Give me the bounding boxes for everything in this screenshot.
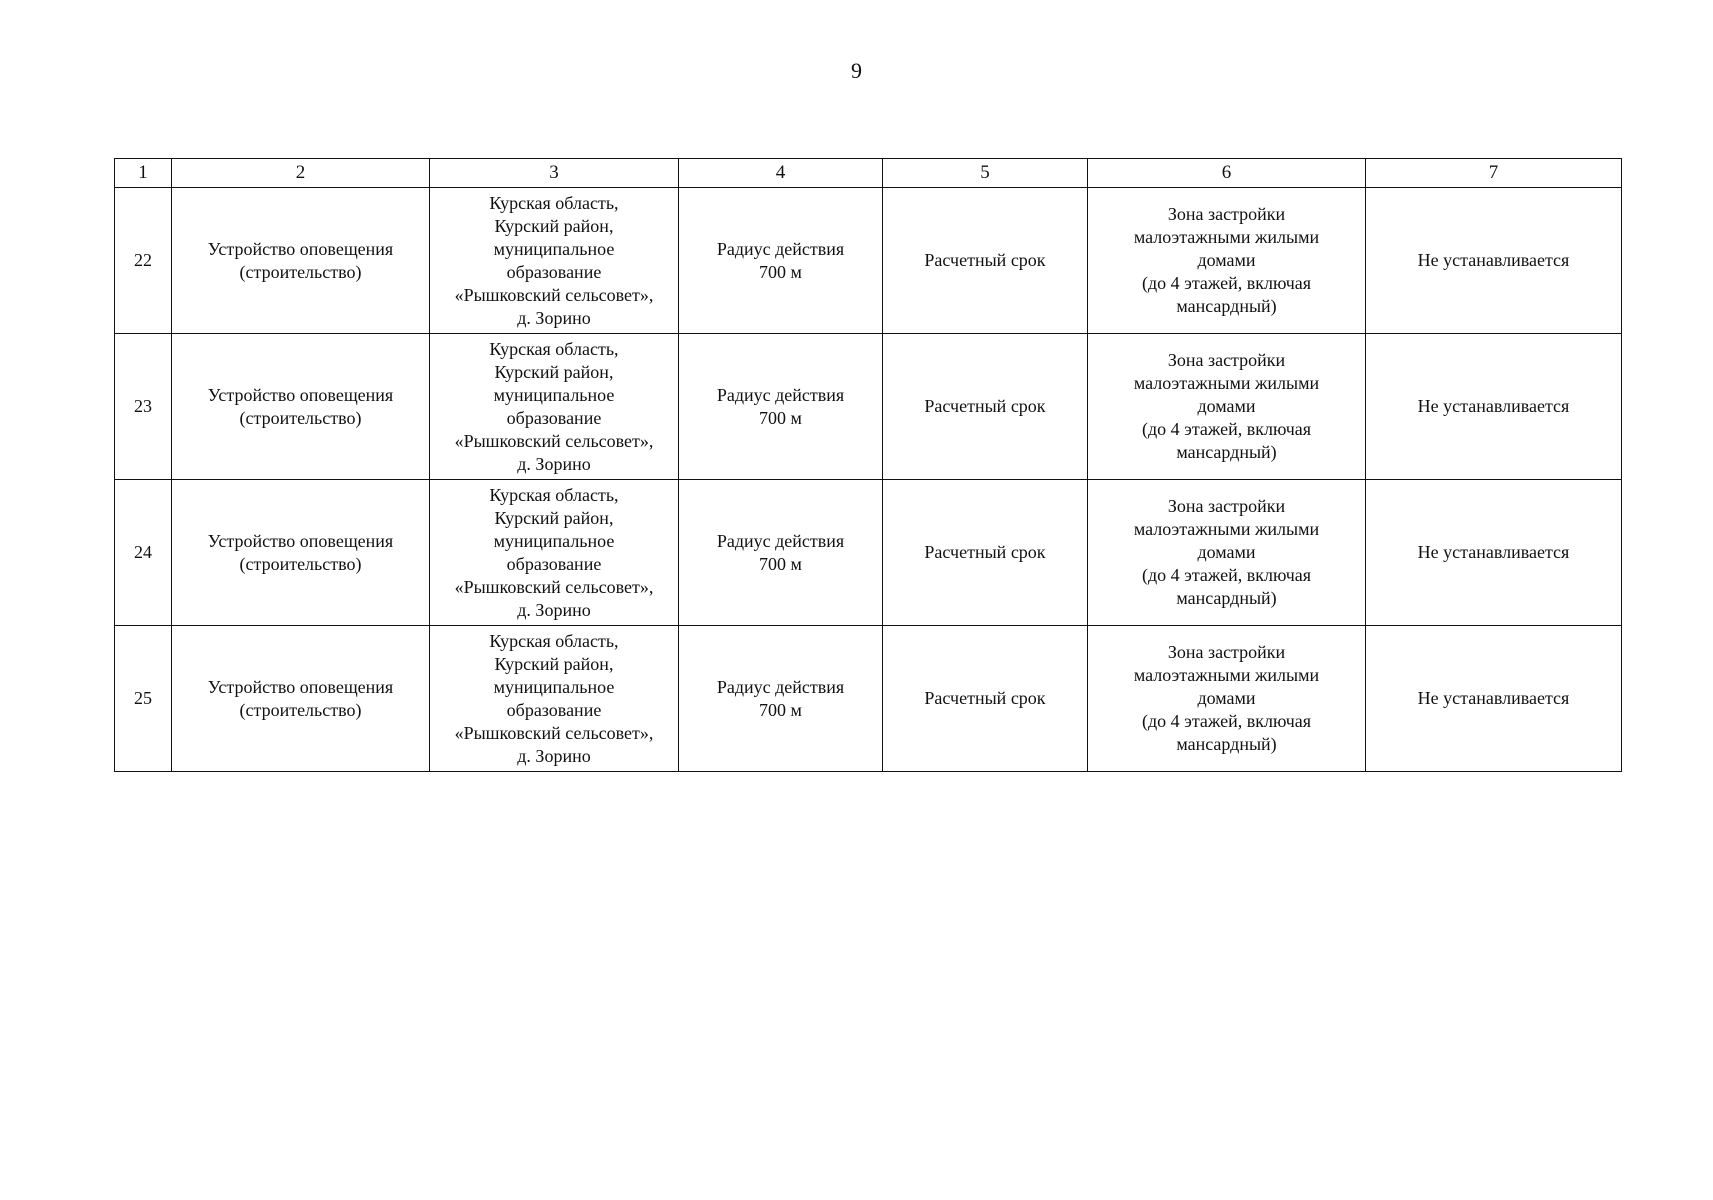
term-cell: Расчетный срок <box>883 480 1088 626</box>
object-line: (строительство) <box>239 261 362 282</box>
column-header: 4 <box>679 159 883 188</box>
column-header: 5 <box>883 159 1088 188</box>
location-cell <box>430 480 679 626</box>
column-header: 2 <box>172 159 430 188</box>
location-cell <box>430 626 679 772</box>
location-line: муниципальное <box>493 238 615 259</box>
location-line: Курский район, <box>494 653 614 674</box>
column-header: 1 <box>115 159 172 188</box>
location-line: Курский район, <box>494 507 614 528</box>
zone-line: мансардный) <box>1176 734 1277 754</box>
column-header: 6 <box>1088 159 1366 188</box>
location-line: Курский район, <box>494 215 614 236</box>
object-line: Устройство оповещения <box>207 530 394 551</box>
table-row <box>115 480 1622 626</box>
object-line: Устройство оповещения <box>207 676 394 697</box>
object-line: Устройство оповещения <box>207 384 394 405</box>
zone-line: домами <box>1197 250 1256 270</box>
location-line: муниципальное <box>493 530 615 551</box>
zone-line: мансардный) <box>1176 296 1277 316</box>
location-line: образование <box>506 553 602 574</box>
location-line: «Рышковский сельсовет», <box>454 722 654 743</box>
location-line: д. Зорино <box>517 599 591 620</box>
location-line: Курский район, <box>494 361 614 382</box>
header-row <box>115 159 1622 188</box>
location-line: «Рышковский сельсовет», <box>454 430 654 451</box>
object-cell <box>172 480 430 626</box>
location-line: д. Зорино <box>517 745 591 766</box>
location-line: Курская область, <box>489 484 619 505</box>
location-line: Курская область, <box>489 338 619 359</box>
restriction-cell: Не устанавливается <box>1366 480 1622 626</box>
table-row <box>115 334 1622 480</box>
zone-line: малоэтажными жилыми <box>1133 519 1320 539</box>
characteristics-cell <box>679 334 883 480</box>
object-line: Устройство оповещения <box>207 238 394 259</box>
zone-line: Зона застройки <box>1167 350 1286 370</box>
characteristics-cell <box>679 188 883 334</box>
characteristics-line: Радиус действия <box>716 238 845 259</box>
zone-line: малоэтажными жилыми <box>1133 373 1320 393</box>
zone-cell <box>1088 188 1366 334</box>
zone-line: (до 4 этажей, включая <box>1141 565 1312 585</box>
zone-line: Зона застройки <box>1167 204 1286 224</box>
zone-line: домами <box>1197 542 1256 562</box>
characteristics-line: 700 м <box>759 407 802 428</box>
zone-line: (до 4 этажей, включая <box>1141 419 1312 439</box>
characteristics-line: 700 м <box>759 553 802 574</box>
characteristics-cell <box>679 480 883 626</box>
location-line: Курская область, <box>489 630 619 651</box>
page-number: 9 <box>851 58 862 83</box>
zone-line: малоэтажными жилыми <box>1133 227 1320 247</box>
column-header: 7 <box>1366 159 1622 188</box>
location-line: образование <box>506 407 602 428</box>
object-cell <box>172 334 430 480</box>
zone-cell <box>1088 626 1366 772</box>
object-cell <box>172 626 430 772</box>
object-cell <box>172 188 430 334</box>
location-cell <box>430 188 679 334</box>
characteristics-line: Радиус действия <box>716 384 845 405</box>
zone-cell <box>1088 480 1366 626</box>
zone-line: Зона застройки <box>1167 642 1286 662</box>
term-cell: Расчетный срок <box>883 626 1088 772</box>
location-line: муниципальное <box>493 384 615 405</box>
table-row <box>115 188 1622 334</box>
row-number: 25 <box>115 626 172 772</box>
zone-line: мансардный) <box>1176 442 1277 462</box>
location-line: «Рышковский сельсовет», <box>454 284 654 305</box>
zone-line: мансардный) <box>1176 588 1277 608</box>
location-line: образование <box>506 261 602 282</box>
object-line: (строительство) <box>239 407 362 428</box>
row-number: 22 <box>115 188 172 334</box>
zone-cell <box>1088 334 1366 480</box>
zone-line: (до 4 этажей, включая <box>1141 273 1312 293</box>
zone-line: (до 4 этажей, включая <box>1141 711 1312 731</box>
characteristics-cell <box>679 626 883 772</box>
characteristics-line: 700 м <box>759 699 802 720</box>
characteristics-line: Радиус действия <box>716 530 845 551</box>
zone-line: домами <box>1197 688 1256 708</box>
location-cell <box>430 334 679 480</box>
zone-line: домами <box>1197 396 1256 416</box>
zone-line: малоэтажными жилыми <box>1133 665 1320 685</box>
location-line: муниципальное <box>493 676 615 697</box>
characteristics-line: 700 м <box>759 261 802 282</box>
zone-line: Зона застройки <box>1167 496 1286 516</box>
location-line: Курская область, <box>489 192 619 213</box>
term-cell: Расчетный срок <box>883 334 1088 480</box>
location-line: д. Зорино <box>517 307 591 328</box>
table-row <box>115 626 1622 772</box>
term-cell: Расчетный срок <box>883 188 1088 334</box>
object-line: (строительство) <box>239 553 362 574</box>
location-line: «Рышковский сельсовет», <box>454 576 654 597</box>
location-line: образование <box>506 699 602 720</box>
restriction-cell: Не устанавливается <box>1366 334 1622 480</box>
object-line: (строительство) <box>239 699 362 720</box>
restriction-cell: Не устанавливается <box>1366 188 1622 334</box>
row-number: 23 <box>115 334 172 480</box>
restriction-cell: Не устанавливается <box>1366 626 1622 772</box>
location-line: д. Зорино <box>517 453 591 474</box>
objects-table <box>114 158 1622 772</box>
row-number: 24 <box>115 480 172 626</box>
column-header: 3 <box>430 159 679 188</box>
characteristics-line: Радиус действия <box>716 676 845 697</box>
